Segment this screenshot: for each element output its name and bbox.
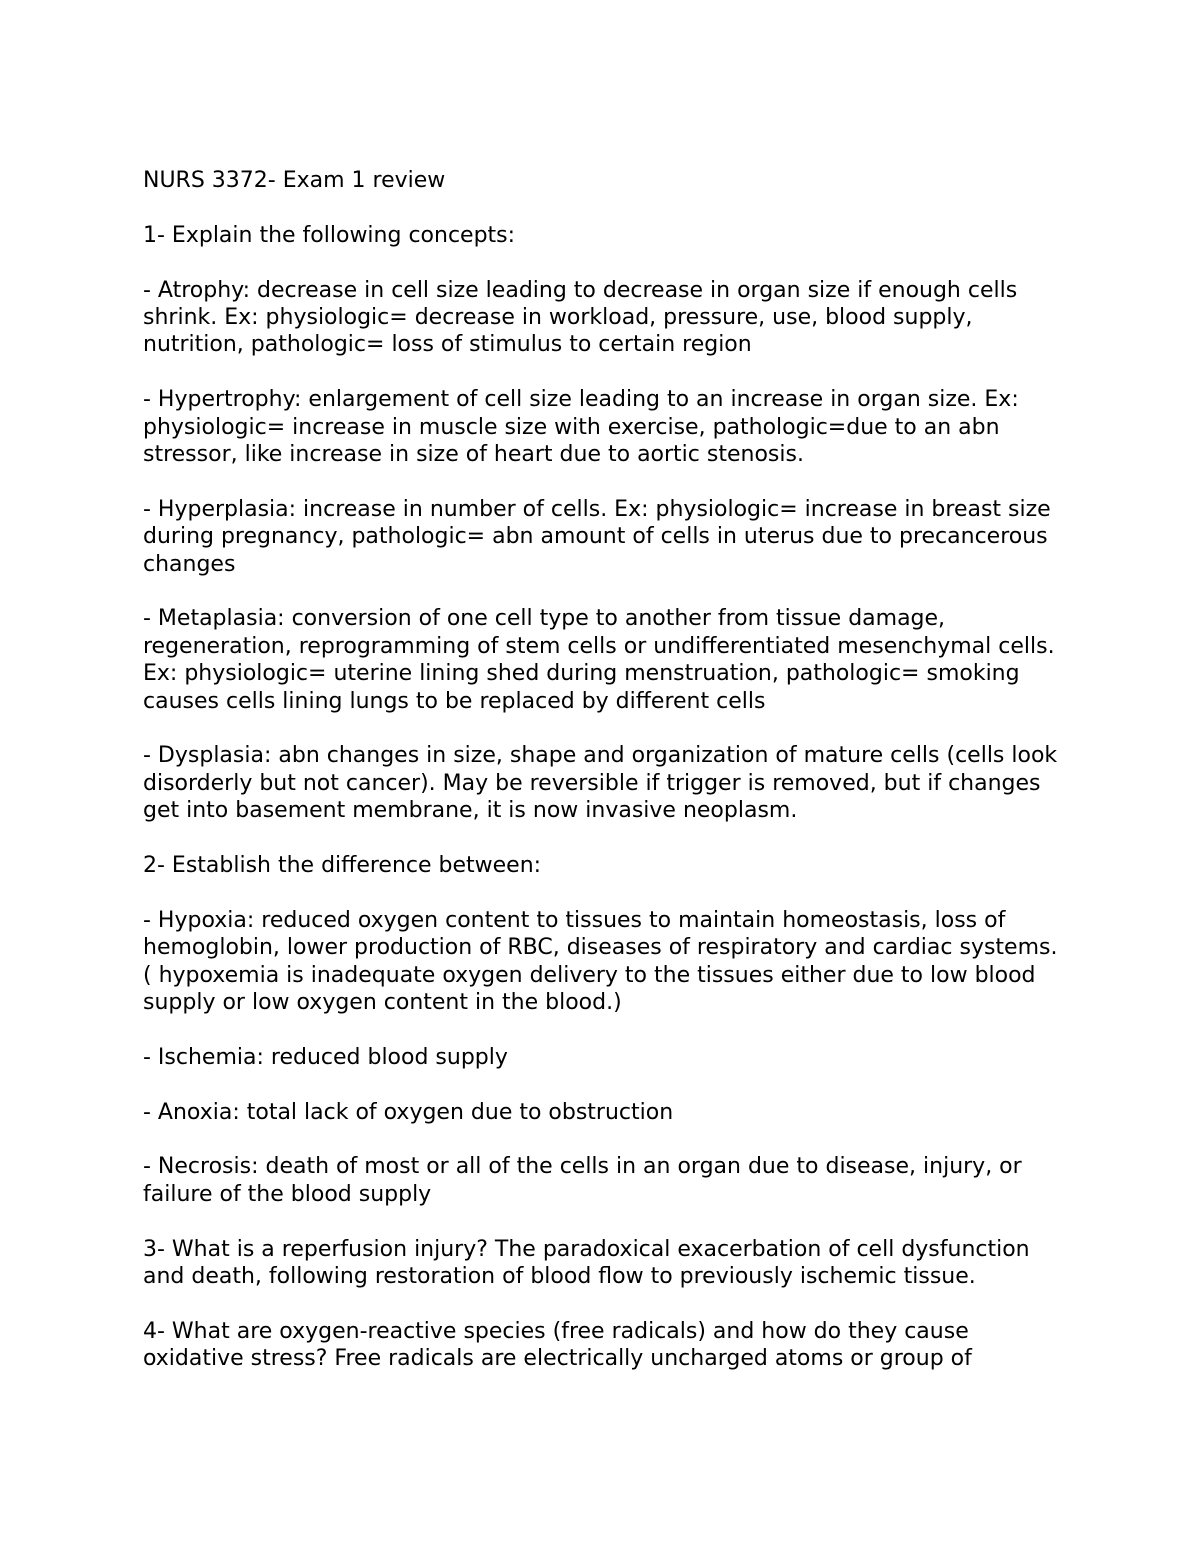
document-body [143, 167, 1068, 1373]
metaplasia-definition: - Metaplasia: conversion of one cell type to another from tissue damage, regeneration, reprogramming of stem cells or undifferentiated mesenchymal cells. Ex: physiologic= uterine lining shed during menstruation, pathologic= smoking causes cells lining lungs to be replaced by different cells [143, 606, 1055, 714]
question-4-free-radicals: 4- What are oxygen-reactive species (free radicals) and how do they cause oxidative stress? Free radicals are electrically uncharged atoms or group of [143, 1318, 972, 1372]
necrosis-definition: - Necrosis: death of most or all of the cells in an organ due to disease, injury, or failure of the blood supply [143, 1154, 1022, 1207]
anoxia-definition: - Anoxia: total lack of oxygen due to obstruction [143, 1099, 674, 1125]
ischemia-definition: - Ischemia: reduced blood supply [143, 1044, 508, 1070]
dysplasia-definition: - Dysplasia: abn changes in size, shape and organization of mature cells (cells look disorderly but not cancer). May be reversible if trigger is removed, but if changes get into basement membrane, it is now invasive neoplasm. [143, 743, 1058, 824]
question-2-heading: 2- Establish the difference between: [143, 853, 542, 879]
question-3-reperfusion: 3- What is a reperfusion injury? The paradoxical exacerbation of cell dysfunction and death, following restoration of blood flow to previously ischemic tissue. [143, 1236, 1030, 1290]
question-1-heading: 1- Explain the following concepts: [143, 222, 516, 248]
hyperplasia-definition: - Hyperplasia: increase in number of cells. Ex: physiologic= increase in breast size during pregnancy, pathologic= abn amount of cells in uterus due to precancerous changes [143, 496, 1051, 577]
atrophy-definition: - Atrophy: decrease in cell size leading to decrease in organ size if enough cells shrink. Ex: physiologic= decrease in workload, pressure, use, blood supply, nutrition, pathologic= loss of stimulus to certain region [143, 277, 1018, 358]
hypertrophy-definition: - Hypertrophy: enlargement of cell size leading to an increase in organ size. Ex: physiologic= increase in muscle size with exercise, pathologic=due to an abn stressor, like increase in size of heart due to aortic stenosis. [143, 387, 1019, 468]
document-title: NURS 3372- Exam 1 review [143, 168, 446, 193]
hypoxia-definition: - Hypoxia: reduced oxygen content to tissues to maintain homeostasis, loss of hemoglobin, lower production of RBC, diseases of respiratory and cardiac systems. ( hypoxemia is inadequate oxygen delivery to the tissues either due to low blood supply or low oxygen content in the blood.) [143, 907, 1058, 1016]
